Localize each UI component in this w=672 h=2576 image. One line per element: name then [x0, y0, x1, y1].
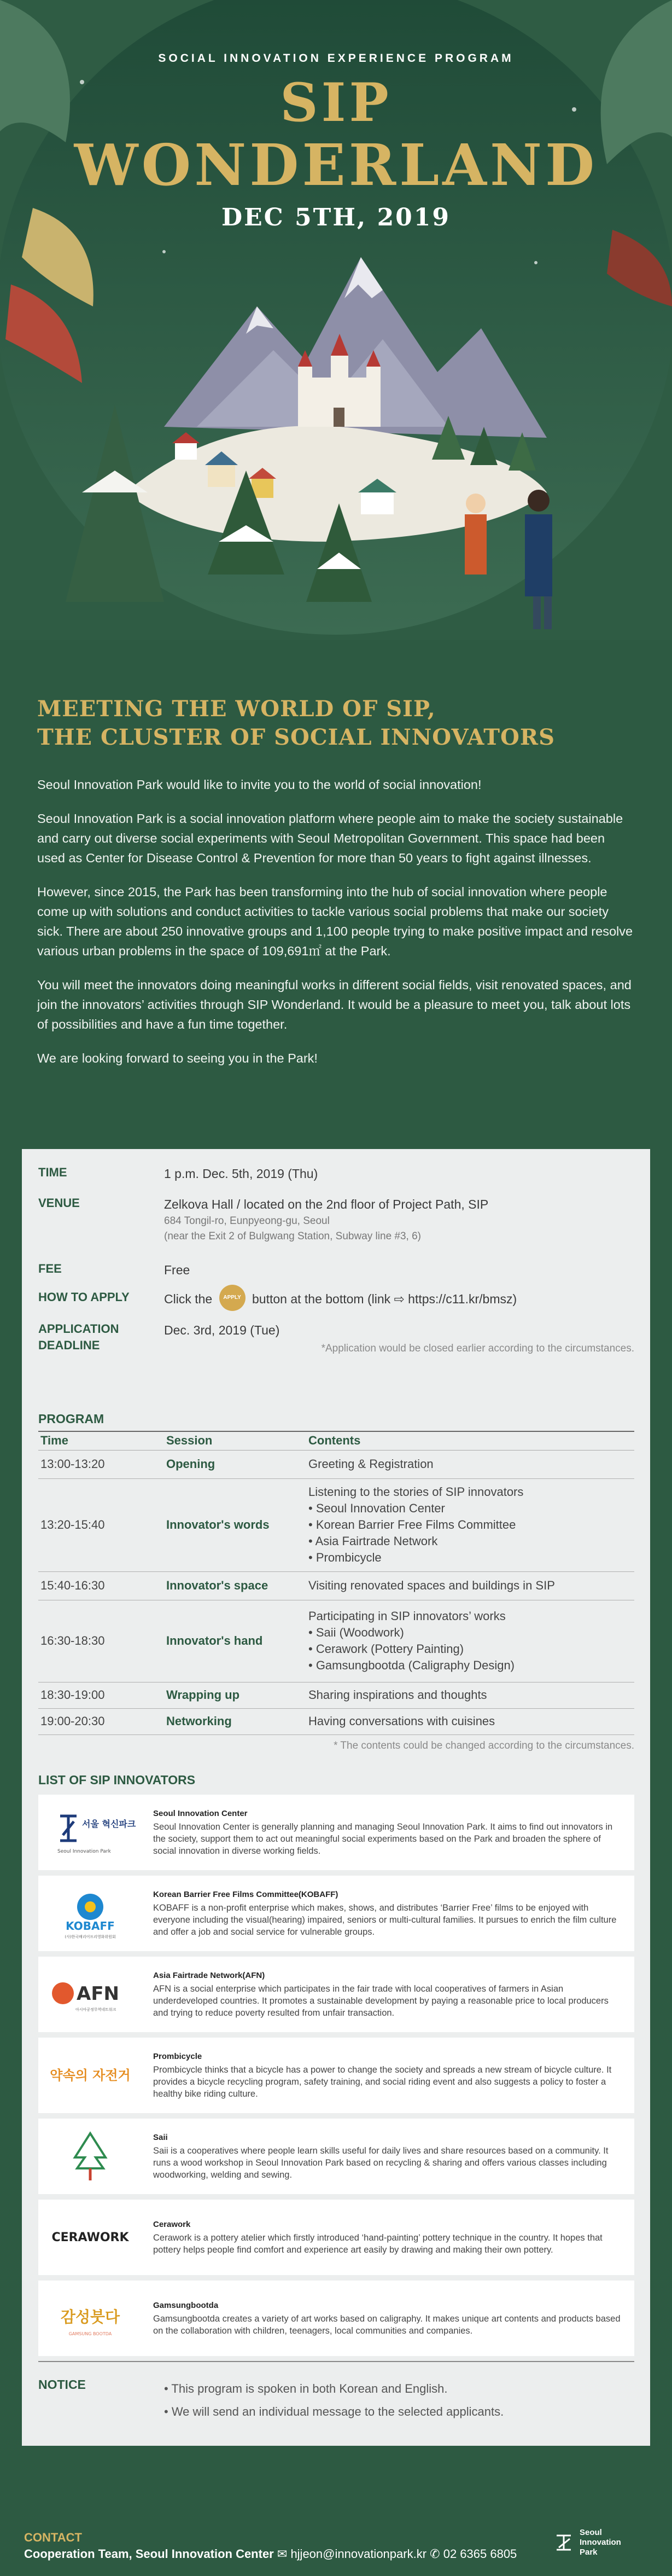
table-row	[38, 1600, 634, 1682]
row-time: 15:40-16:30	[38, 1571, 164, 1600]
innovators-title: LIST OF SIP INNOVATORS	[38, 1773, 196, 1787]
table-row	[38, 1571, 634, 1600]
logo-sub: 아시아공정무역네트워크	[75, 2008, 116, 2012]
innovator-text	[153, 2132, 623, 2181]
time-label: TIME	[38, 1165, 67, 1179]
program-subtitle: SOCIAL INNOVATION EXPERIENCE PROGRAM	[158, 52, 514, 65]
table-row	[38, 1708, 634, 1734]
brand-line-1: Seoul	[580, 2528, 602, 2537]
apply-row	[38, 1289, 634, 1321]
row-time: 13:20-15:40	[38, 1478, 164, 1571]
program-header-time: Time	[38, 1431, 164, 1450]
list-item	[38, 2281, 634, 2356]
row-session: Innovator's space	[164, 1571, 306, 1600]
innovator-desc: KOBAFF is a non-profit enterprise which makes, shows, and distributes ‘Barrier Free’ films to be enjoyed with everyone including the visual(hearing) impaired, seniors or multi-cultural families. It pursues to enrich the film culture and offer a job and social service for vulnerable groups.	[153, 1903, 617, 1937]
innovator-text	[153, 1889, 623, 1938]
event-date: DEC 5TH, 2019	[221, 204, 451, 231]
row-contents: Sharing inspirations and thoughts	[306, 1682, 634, 1708]
innovator-text	[153, 1970, 623, 2019]
list-item	[38, 1957, 634, 2032]
title-sip: SIP	[280, 72, 392, 134]
logo-text-1: 서울 혁신파크	[82, 1819, 136, 1829]
table-row	[38, 1682, 634, 1708]
program-header-row	[38, 1431, 634, 1450]
venue-label: VENUE	[38, 1196, 80, 1210]
row-contents: Visiting renovated spaces and buildings in SIP	[306, 1571, 634, 1600]
intro-paragraph: We are looking forward to seeing you in the Park!	[37, 1051, 318, 1065]
deadline-label-line-2: DEADLINE	[38, 1338, 100, 1352]
intro-paragraph: However, since 2015, the Park has been transforming into the hub of social innovation where people come up with solutions and conduct activities to tackle various social problems that make our society sick. There are about 250 innovative groups and 1,100 people trying to make positive impact and resolve various urban problems in the space of 109,691㎡ at the Park.	[37, 885, 633, 958]
gamsungbootda-logo	[49, 2288, 131, 2348]
program-note: * The contents could be changed according to the circumstances.	[334, 1740, 634, 1751]
innovator-desc: Cerawork is a pottery atelier which firstly introduced ‘hand-painting’ pottery technique in the country. It hopes that pottery helps people find comfort and experience art easily by drawing and making their own pottery.	[153, 2233, 603, 2255]
program-table	[38, 1431, 634, 1735]
apply-value	[164, 1289, 634, 1321]
innovator-name: Cerawork	[153, 2220, 191, 2229]
notice-list	[164, 2377, 504, 2423]
seoul-innovation-park-icon	[52, 1808, 136, 1857]
list-item	[38, 2200, 634, 2275]
content-line: • Saii (Woodwork)	[308, 1626, 404, 1639]
innovator-name: Seoul Innovation Center	[153, 1809, 248, 1818]
brand-line-3: Park	[580, 2548, 598, 2557]
apply-pre: Click the	[164, 1292, 213, 1307]
info-panel	[22, 1149, 650, 2446]
logo-text: 약속의 자전거	[50, 2068, 131, 2083]
logo-text-2: Seoul Innovation Park	[57, 1849, 111, 1854]
innovator-desc: AFN is a social enterprise which participates in the fair trade with local cooperatives of farmers in Asian underdeveloped countries. It promotes a sustainable development by paying a reasonable price to local producers and trying to reduce poverty resulted from unfair transaction.	[153, 1984, 609, 2018]
list-item	[38, 2119, 634, 2194]
innovator-name: Prombicycle	[153, 2052, 202, 2061]
fee-label: FEE	[38, 1262, 62, 1275]
row-time: 18:30-19:00	[38, 1682, 164, 1708]
event-info	[38, 1164, 634, 1370]
logo-text: 감성붓다	[60, 2308, 120, 2326]
logo-sub: GAMSUNG BOOTDA	[68, 2331, 112, 2336]
venue-value	[164, 1195, 634, 1261]
deadline-note: *Application would be closed earlier according to the circumstances.	[321, 1343, 634, 1354]
saii-logo	[49, 2126, 131, 2186]
deadline-label	[38, 1321, 164, 1370]
innovator-desc: Seoul Innovation Center is generally planning and managing Seoul Innovation Park. It aims to find out innovators in the society, support them to act out meaningful social experiments based on the Park and broaden the sphere of social innovation in diverse working fields.	[153, 1822, 613, 1856]
gamsungbootda-icon	[52, 2294, 128, 2343]
row-contents: Having conversations with cuisines	[306, 1708, 634, 1734]
contact-team: Cooperation Team, Seoul Innovation Center	[24, 2547, 274, 2561]
row-time: 16:30-18:30	[38, 1600, 164, 1682]
deadline-date: Dec. 3rd, 2019 (Tue)	[164, 1323, 280, 1337]
intro-paragraph: Seoul Innovation Park is a social innovation platform where people aim to make the society sustainable and carry out diverse social experiments with Seoul Metropolitan Government. This space had been used as Center for Disease Control & Prevention for more than 50 years to fight against illnesses.	[37, 811, 623, 865]
contact-email[interactable]: hjjeon@innovationpark.kr	[290, 2547, 427, 2561]
kobaff-logo	[49, 1883, 131, 1943]
row-session: Opening	[164, 1450, 306, 1478]
innovator-desc: Saii is a cooperatives where people learn skills useful for daily lives and share resources based on a community. It runs a wood workshop in Seoul Innovation Park based on recycling & sharing and offers various classes including woodworking, welding and sewing.	[153, 2146, 609, 2180]
brand-line-2: Innovation	[580, 2538, 621, 2547]
kobaff-icon	[52, 1886, 128, 1941]
row-session: Networking	[164, 1708, 306, 1734]
apply-label: HOW TO APPLY	[38, 1290, 130, 1304]
intro-paragraph: Seoul Innovation Park would like to invite you to the world of social innovation!	[37, 778, 482, 792]
row-time: 19:00-20:30	[38, 1708, 164, 1734]
title-wonderland: WONDERLAND	[74, 131, 598, 199]
fee-row	[38, 1261, 634, 1289]
seoul-innovation-center-logo	[49, 1802, 136, 1863]
deadline-row	[38, 1321, 634, 1370]
intro-paragraph: You will meet the innovators doing meaningful works in different social fields, visit renovated spaces, and join the innovators’ activities through SIP Wonderland. It would be a pleasure to meet you, talk about lots of possibilities and have a fun time together.	[37, 978, 632, 1031]
fee-value: Free	[164, 1263, 190, 1277]
cerawork-icon	[49, 2224, 131, 2251]
afn-icon	[49, 1972, 131, 2016]
innovator-name: Asia Fairtrade Network(AFN)	[153, 1971, 265, 1980]
prombicycle-icon	[49, 2059, 131, 2092]
venue-row	[38, 1195, 634, 1261]
intro-section	[0, 640, 672, 1149]
list-item	[38, 1876, 634, 1951]
contact-line	[24, 2547, 517, 2561]
logo-text: AFN	[77, 1983, 119, 2005]
logo-text: CERAWORK	[51, 2231, 129, 2244]
content-line: Listening to the stories of SIP innovators	[308, 1485, 524, 1499]
venue-directions: (near the Exit 2 of Bulgwang Station, Subway line #3, 6)	[164, 1231, 421, 1242]
apply-post: button at the bottom (link ⇨ https://c11.kr/bmsz)	[252, 1292, 517, 1307]
content-line: Participating in SIP innovators’ works	[308, 1609, 506, 1623]
content-line: • Gamsungbootda (Caligraphy Design)	[308, 1658, 515, 1672]
mail-icon: ✉	[277, 2547, 288, 2561]
contact-label: CONTACT	[24, 2531, 82, 2544]
innovator-name: Korean Barrier Free Films Committee(KOBAFF)	[153, 1890, 338, 1899]
innovator-desc: Prombicycle thinks that a bicycle has a power to change the society and spreads a new stream of bicycle culture. It provides a bicycle recycling program, safety training, and social riding event and also suggests a policy to foster a healthy bike riding culture.	[153, 2065, 612, 2099]
row-contents	[306, 1600, 634, 1682]
notice-item: • This program is spoken in both Korean and English.	[164, 2382, 448, 2395]
innovator-text	[153, 1808, 623, 1857]
intro-heading	[37, 695, 635, 752]
program-header-contents: Contents	[306, 1431, 634, 1450]
table-row	[38, 1450, 634, 1478]
contact-phone: 02 6365 6805	[443, 2547, 517, 2561]
notice-item: • We will send an individual message to the selected applicants.	[164, 2405, 504, 2418]
row-contents	[306, 1478, 634, 1571]
innovator-name: Gamsungbootda	[153, 2301, 219, 2310]
time-row	[38, 1164, 634, 1195]
list-item	[38, 2038, 634, 2113]
program-title: PROGRAM	[38, 1412, 104, 1426]
innovator-desc: Gamsungbootda creates a variety of art works based on caligraphy. It makes unique art contents and products based on the collaboration with children, teenagers, local communities and companies.	[153, 2314, 621, 2336]
phone-icon: ✆	[430, 2547, 440, 2561]
park-logo-icon	[554, 2532, 574, 2552]
innovator-text	[153, 2300, 623, 2337]
innovator-list	[38, 1795, 634, 2362]
venue-address: 684 Tongil-ro, Eunpyeong-gu, Seoul	[164, 1215, 330, 1227]
tree-icon	[68, 2129, 112, 2184]
deadline-label-line-1: APPLICATION	[38, 1322, 119, 1336]
time-value: 1 p.m. Dec. 5th, 2019 (Thu)	[164, 1167, 318, 1181]
table-row	[38, 1478, 634, 1571]
contact-footer	[0, 2446, 672, 2576]
logo-text: KOBAFF	[66, 1919, 115, 1933]
innovator-text	[153, 2051, 623, 2100]
row-session: Wrapping up	[164, 1682, 306, 1708]
row-session: Innovator's hand	[164, 1600, 306, 1682]
logo-sub: (사)한국배리어프리영화위원회	[65, 1935, 116, 1939]
innovator-name: Saii	[153, 2133, 168, 2142]
content-line: • Seoul Innovation Center	[308, 1501, 445, 1515]
content-line: • Prombicycle	[308, 1551, 382, 1564]
row-contents: Greeting & Registration	[306, 1450, 634, 1478]
innovator-text	[153, 2219, 623, 2256]
program-header-session: Session	[164, 1431, 306, 1450]
list-item	[38, 1795, 634, 1870]
content-line: • Cerawork (Pottery Painting)	[308, 1642, 464, 1656]
content-line: • Korean Barrier Free Films Committee	[308, 1518, 516, 1531]
venue-name: Zelkova Hall / located on the 2nd floor of Project Path, SIP	[164, 1197, 489, 1211]
row-session: Innovator's words	[164, 1478, 306, 1571]
content-line: • Asia Fairtrade Network	[308, 1534, 438, 1548]
deadline-value	[164, 1321, 634, 1370]
intro-heading-line-2: THE CLUSTER OF SOCIAL INNOVATORS	[37, 724, 555, 750]
seoul-innovation-park-brand	[580, 2528, 621, 2557]
apply-button-icon: APPLY	[219, 1285, 246, 1311]
prombicycle-logo	[49, 2045, 131, 2105]
afn-logo	[49, 1964, 131, 2024]
cerawork-logo	[49, 2207, 131, 2267]
notice-label: NOTICE	[38, 2377, 86, 2392]
intro-heading-line-1: MEETING THE WORLD OF SIP,	[37, 696, 436, 722]
notice-section	[38, 2361, 634, 2423]
row-time: 13:00-13:20	[38, 1450, 164, 1478]
hero-banner	[0, 0, 672, 640]
